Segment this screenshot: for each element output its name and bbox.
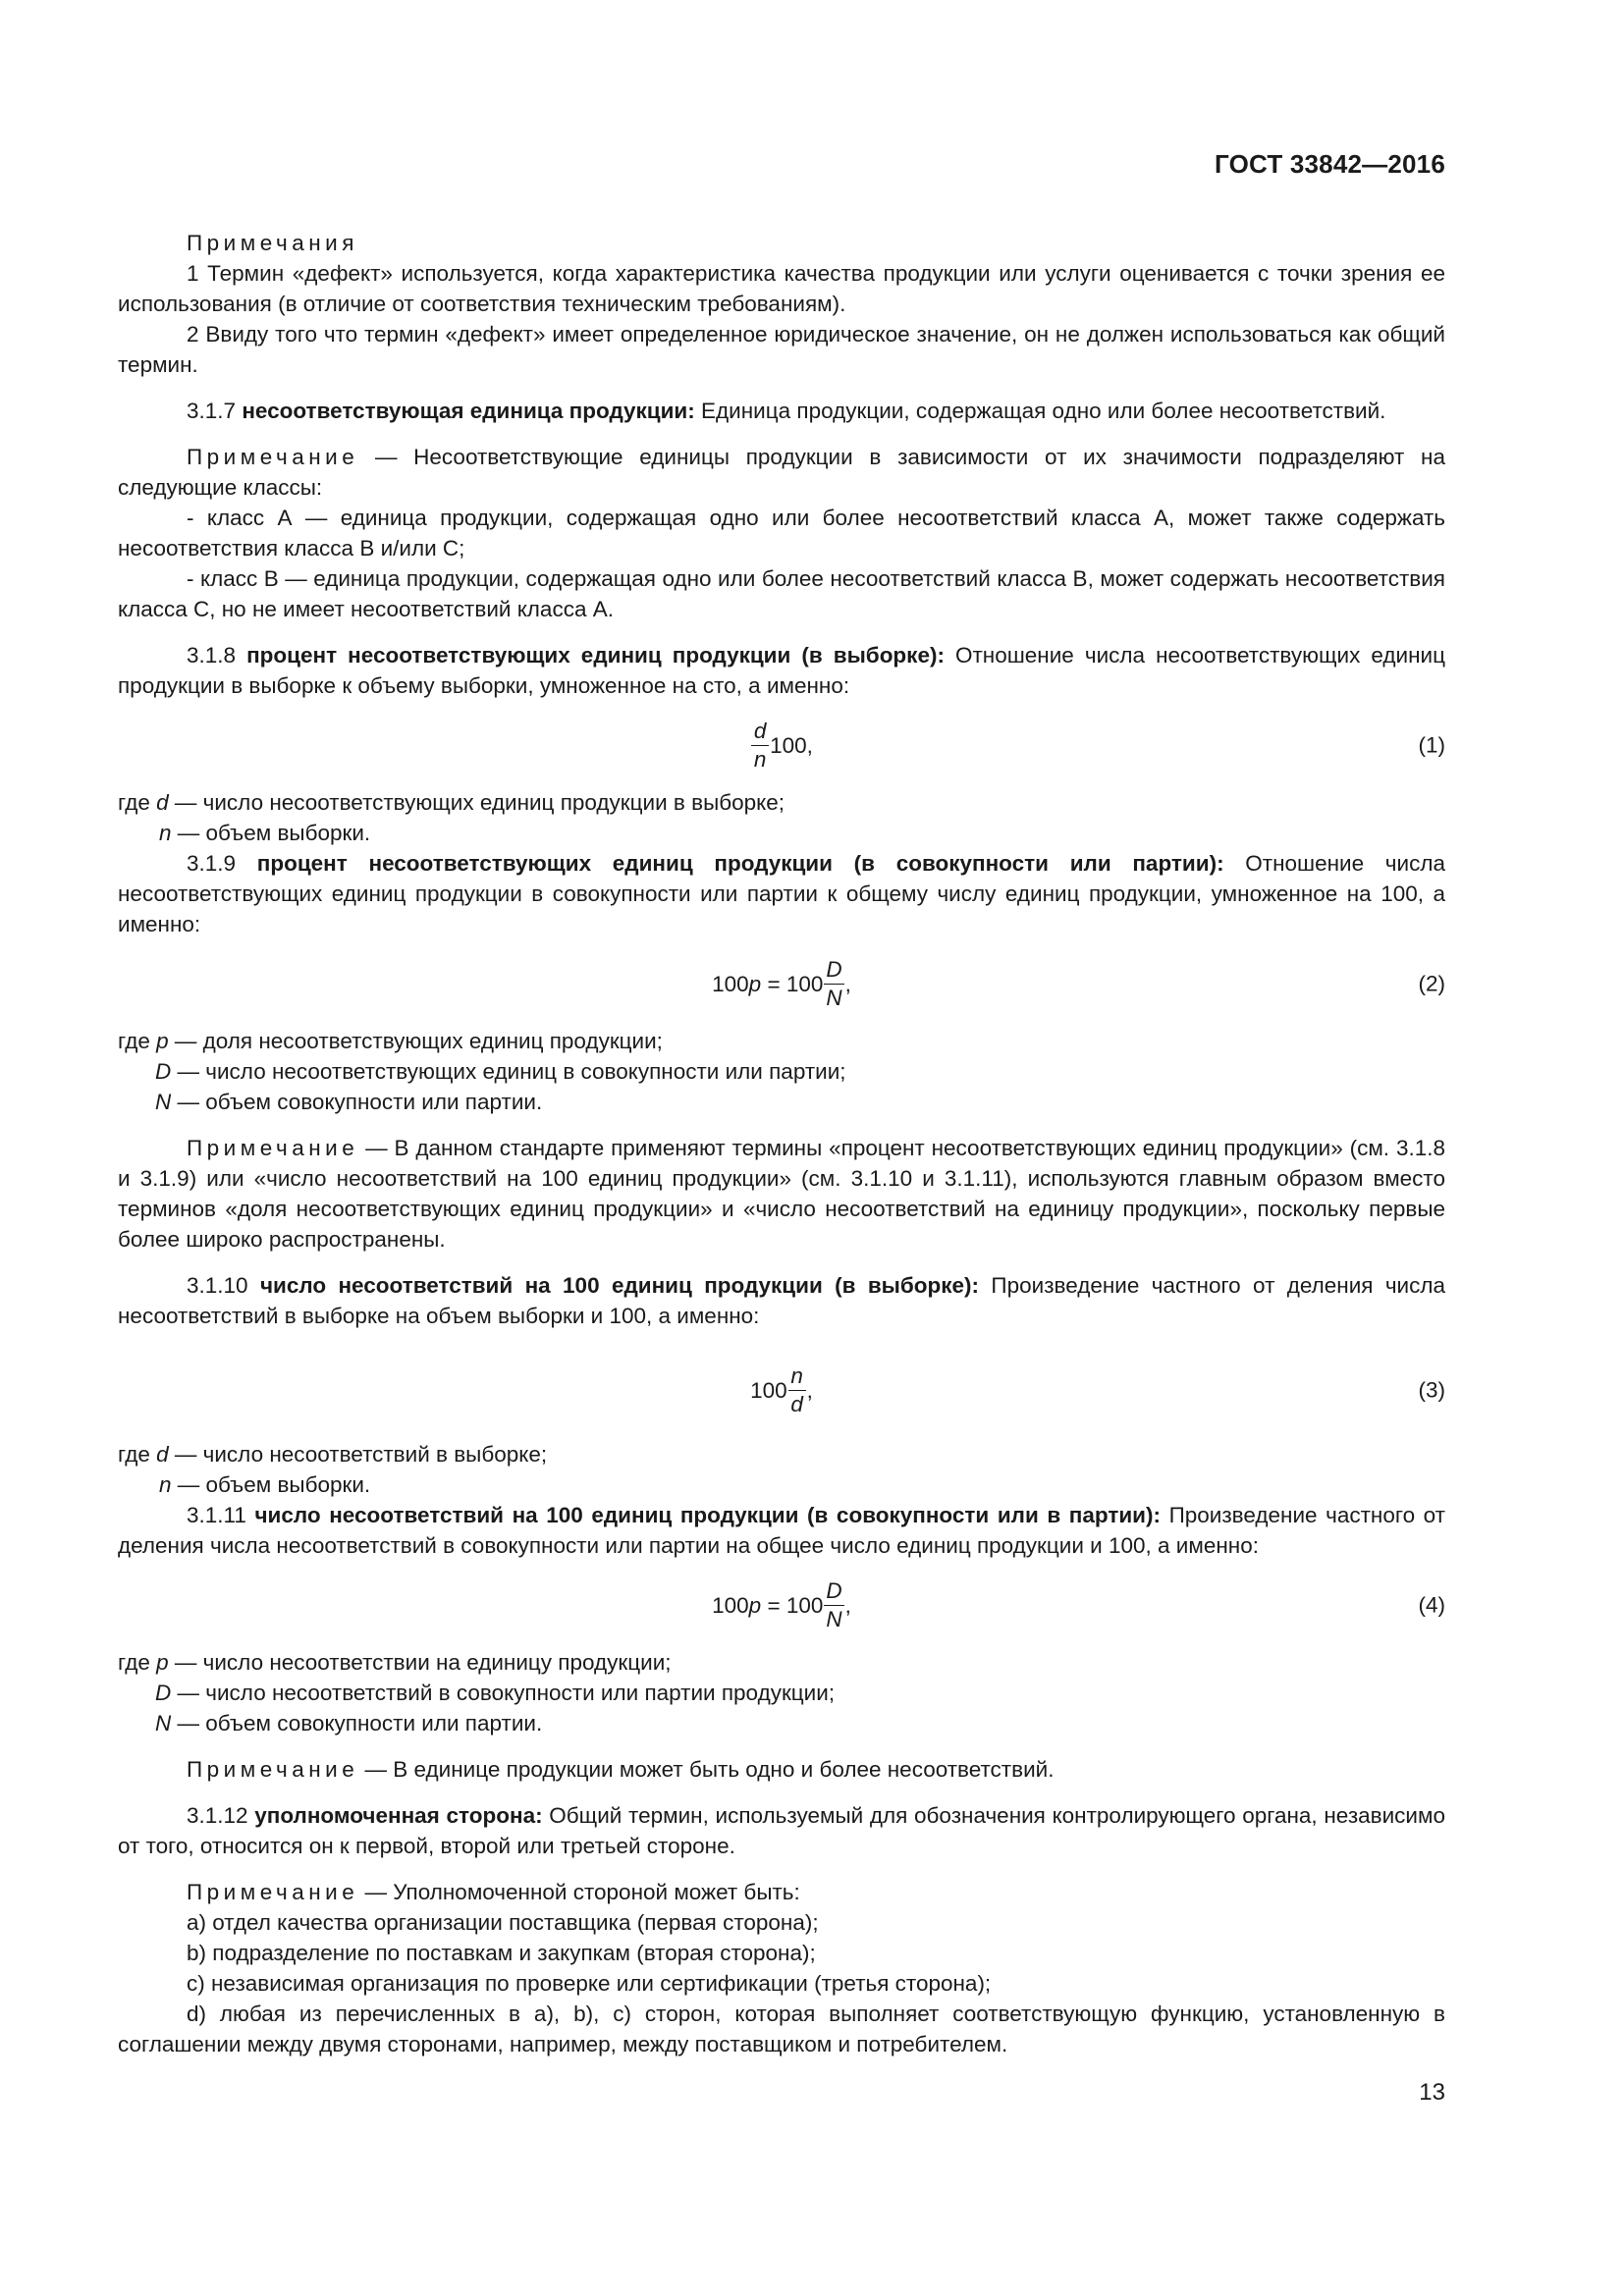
formula-1: $\frac{d}{n}$ 100, (1) [118, 707, 1445, 783]
term-title: процент несоответствующих единиц продукции (в выборке): [246, 643, 945, 667]
term-3-1-10: 3.1.10 число несоответствий на 100 единиц продукции (в выборке): Произведение частного от деления числа несоответствий в выборке на объем выборки и 100, а именно: [118, 1273, 1445, 1328]
term-title: несоответствующая единица продукции: [242, 399, 695, 423]
term-title: число несоответствий на 100 единиц продукции (в совокупности или в партии): [254, 1503, 1161, 1527]
note-label: Примечание [187, 1136, 359, 1160]
note-label: Примечание [187, 1757, 359, 1782]
term-3-1-7: 3.1.7 несоответствующая единица продукции: Единица продукции, содержащая одно или более несоответствий. [187, 399, 1386, 423]
formula-number: (3) [1418, 1377, 1445, 1403]
term-title: процент несоответствующих единиц продукции (в совокупности или партии): [256, 851, 1224, 876]
fraction: $\frac{d}{n}$ [751, 720, 769, 772]
document-header: ГОСТ 33842—2016 [1215, 149, 1445, 179]
fraction: $\frac{n}{d}$ [788, 1364, 806, 1416]
formula-4: 100 p = 100 $\frac{D}{N}$ , (4) [712, 1577, 1445, 1631]
document-body [118, 228, 1445, 2059]
note-list-item: b) подразделение по поставкам и закупкам (вторая сторона); [187, 1941, 816, 1965]
term-3-1-11: 3.1.11 число несоответствий на 100 единиц продукции (в совокупности или в партии): Произведение частного от деления числа несоответствий в совокупности или партии на общее число единиц продукции и 100, а именно: [118, 1503, 1445, 1558]
term-title: число несоответствий на 100 единиц продукции (в выборке): [259, 1273, 980, 1298]
note-3-1-12: Примечание — Уполномоченной стороной может быть: [187, 1880, 800, 1904]
fraction: $\frac{D}{N}$ [826, 956, 842, 1010]
where-line: N — объем совокупности или партии. [155, 1090, 543, 1114]
formula-3: 100 $\frac{n}{d}$ , (3) [750, 1362, 1445, 1416]
where-line: D — число несоответствий в совокупности или партии продукции; [155, 1681, 836, 1705]
where-line: D — число несоответствующих единиц в совокупности или партии; [155, 1059, 846, 1084]
formula-2: 100 p = 100 $\frac{D}{N}$ , (2) [712, 956, 1445, 1010]
note-3-1-9: Примечание — В данном стандарте применяют термины «процент несоответствующих единиц продукции» (см. 3.1.8 и 3.1.9) или «число несоответствий на 100 единиц продукции» (см. 3.1.10 и 3.1.11), используются главным образом вместо терминов «доля несоответствующих единиц продукции» и «число несоответствий на единицу продукции», поскольку первые более широко распространены. [118, 1136, 1445, 1252]
term-definition: Единица продукции, содержащая одно или более несоответствий. [701, 399, 1386, 423]
where-line: где p — доля несоответствующих единиц продукции; [118, 1029, 663, 1053]
page-number: 13 [1419, 2079, 1445, 2106]
where-line: где p — число несоответствии на единицу продукции; [118, 1650, 672, 1675]
formula-number: (2) [1418, 971, 1445, 996]
term-3-1-12: 3.1.12 уполномоченная сторона: Общий термин, используемый для обозначения контролирующего органа, независимо от того, относится он к первой, второй или третьей стороне. [118, 1803, 1445, 1858]
formula-number: (4) [1418, 1592, 1445, 1618]
note-list-item: c) независимая организация по проверке или сертификации (третья сторона); [187, 1971, 992, 1996]
where-line: n — объем выборки. [159, 821, 371, 845]
term-definition: Отношение числа несоответствующих единиц продукции в совокупности или партии к общему числу единиц продукции, умноженное на 100, а именно: [118, 851, 1445, 936]
note-list-item: a) отдел качества организации поставщика (первая сторона); [187, 1910, 819, 1935]
term-title: уполномоченная сторона: [254, 1803, 543, 1828]
term-definition: Произведение частного от деления числа несоответствий в совокупности или партии на общее число единиц продукции и 100, а именно: [118, 1503, 1445, 1558]
note-list-item: d) любая из перечисленных в a), b), c) сторон, которая выполняет соответствующую функцию, установленную в соглашении между двумя сторонами, например, между поставщиком и потребителем. [118, 2002, 1445, 2056]
note-list-item: - класс В — единица продукции, содержащая одно или более несоответствий класса В, может содержать несоответствия класса С, но не имеет несоответствий класса А. [118, 566, 1445, 621]
note-list-item: - класс А — единица продукции, содержащая одно или более несоответствий класса А, может также содержать несоответствия класса В и/или С; [118, 506, 1445, 561]
fraction: $\frac{D}{N}$ [826, 1577, 842, 1631]
note-3-1-7: Примечание — Несоответствующие единицы продукции в зависимости от их значимости подразделяют на следующие классы: [118, 445, 1445, 500]
where-line: где d — число несоответствующих единиц продукции в выборке; [118, 790, 785, 815]
notes-title: Примечания [187, 231, 358, 255]
term-definition: Общий термин, используемый для обозначения контролирующего органа, независимо от того, относится он к первой, второй или третьей стороне. [118, 1803, 1445, 1858]
where-line: n — объем выборки. [159, 1472, 371, 1497]
term-3-1-9: 3.1.9 процент несоответствующих единиц продукции (в совокупности или партии): Отношение числа несоответствующих единиц продукции в совокупности или партии к общему числу единиц продукции, умноженное на 100, а именно: [118, 851, 1445, 936]
term-definition: Отношение числа несоответствующих единиц продукции в выборке к объему выборки, умноженное на сто, а именно: [118, 643, 1445, 698]
note-label: Примечание [187, 445, 359, 469]
formula-number: (1) [1418, 732, 1445, 758]
where-line: N — объем совокупности или партии. [155, 1711, 543, 1735]
term-3-1-8: 3.1.8 процент несоответствующих единиц продукции (в выборке): Отношение числа несоответствующих единиц продукции в выборке к объему выборки, умноженное на сто, а именно: [118, 643, 1445, 698]
note-label: Примечание [187, 1880, 359, 1904]
term-definition: Произведение частного от деления числа несоответствий в выборке на объем выборки и 100, а именно: [118, 1273, 1445, 1328]
note-3-1-11: Примечание — В единице продукции может быть одно и более несоответствий. [187, 1757, 1055, 1782]
where-line: где d — число несоответствий в выборке; [118, 1442, 548, 1467]
note-paragraph: 1 Термин «дефект» используется, когда характеристика качества продукции или услуги оценивается с точки зрения ее использования (в отличие от соответствия техническим требованиям). [118, 261, 1445, 316]
note-paragraph: 2 Ввиду того что термин «дефект» имеет определенное юридическое значение, он не должен использоваться как общий термин. [118, 322, 1445, 377]
